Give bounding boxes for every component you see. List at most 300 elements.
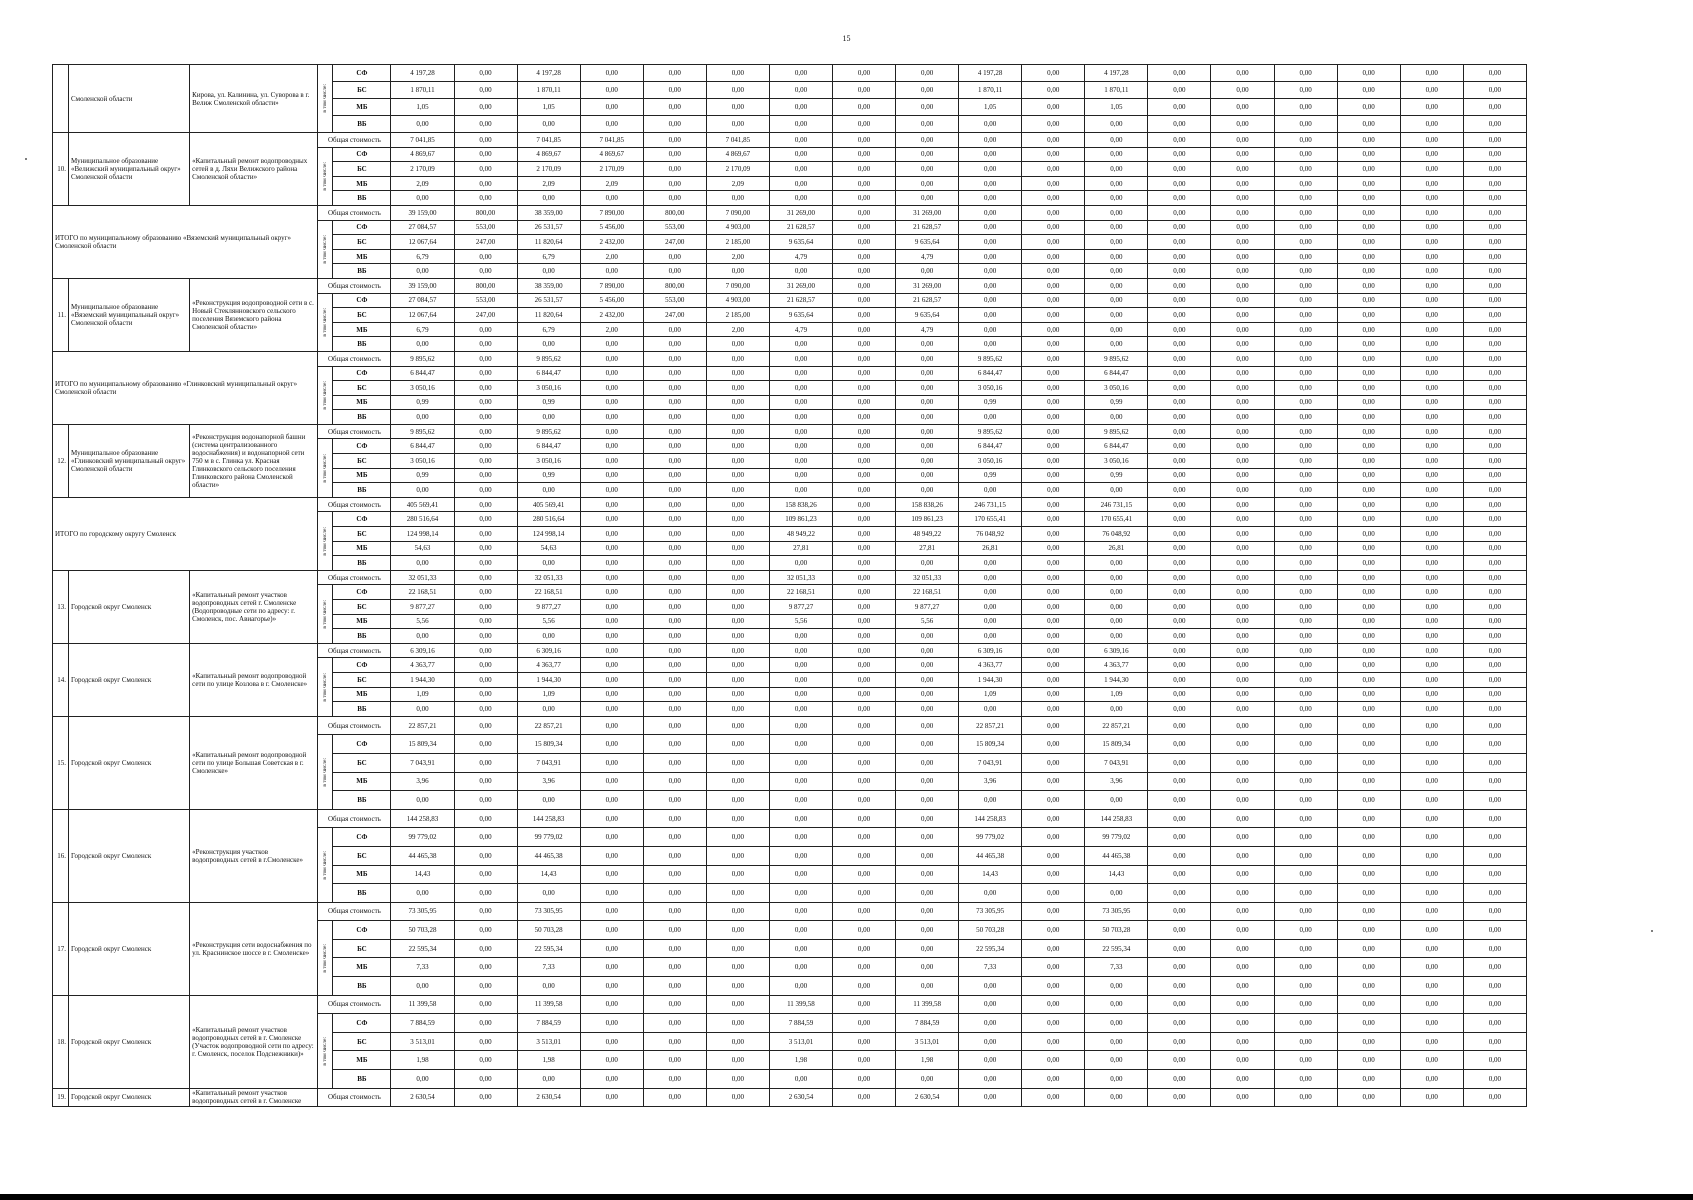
municipality-name: Городской округ Смоленск: [69, 995, 190, 1088]
amount-cell: 0,00: [832, 366, 895, 381]
amount-cell: 0,00: [1211, 702, 1274, 717]
project-name: «Реконструкция водонапорной башни (система централизованного водоснабжения) и водонапорной сети 750 м в с. Глинка ул. Красная Глинковского сельского поселения Глинковского района Смоленской области»: [190, 424, 318, 497]
amount-cell: 0,00: [1211, 1070, 1274, 1089]
including-label-cell: [318, 921, 333, 995]
amount-cell: 14,43: [959, 865, 1022, 884]
funding-source: БС: [333, 381, 391, 396]
amount-cell: 553,00: [643, 293, 706, 308]
amount-cell: 0,00: [832, 995, 895, 1014]
including-label-cell: [318, 293, 333, 351]
amount-cell: 0,00: [391, 884, 454, 903]
funding-source: ВБ: [333, 884, 391, 903]
amount-cell: 1 870,11: [1085, 82, 1148, 99]
amount-cell: 170 655,41: [959, 512, 1022, 527]
including-label-cell: [318, 828, 333, 902]
amount-cell: 0,00: [1022, 884, 1085, 903]
amount-cell: 553,00: [454, 220, 517, 235]
amount-cell: 0,00: [1400, 65, 1463, 82]
amount-cell: 0,00: [1400, 672, 1463, 687]
amount-cell: 0,00: [1400, 116, 1463, 133]
amount-cell: 800,00: [454, 278, 517, 293]
amount-cell: 0,00: [832, 191, 895, 206]
amount-cell: 0,00: [1148, 600, 1211, 615]
amount-cell: 0,00: [1463, 147, 1526, 162]
amount-cell: 6 844,47: [391, 366, 454, 381]
amount-cell: 0,00: [1148, 1070, 1211, 1089]
amount-cell: 0,00: [1022, 614, 1085, 629]
amount-cell: 0,00: [643, 512, 706, 527]
amount-cell: 0,00: [832, 735, 895, 754]
amount-cell: 0,00: [1274, 116, 1337, 133]
amount-cell: 22 595,34: [1085, 939, 1148, 958]
amount-cell: 39 159,00: [391, 205, 454, 220]
amount-cell: 0,00: [454, 395, 517, 410]
amount-cell: 0,00: [1337, 716, 1400, 735]
amount-cell: 26 531,57: [517, 220, 580, 235]
amount-cell: 2 170,09: [391, 162, 454, 177]
amount-cell: 0,00: [1337, 395, 1400, 410]
amount-cell: 0,00: [643, 672, 706, 687]
amount-cell: 0,00: [1463, 846, 1526, 865]
amount-cell: 0,00: [896, 454, 959, 469]
amount-cell: 0,00: [1148, 921, 1211, 940]
project-name: «Реконструкция сети водоснабжения по ул. Краснинское шоссе в г. Смоленске»: [190, 902, 318, 995]
amount-cell: 0,00: [1337, 82, 1400, 99]
including-label: в том числе:: [322, 599, 329, 629]
amount-cell: 0,00: [1148, 828, 1211, 847]
municipality-name: Городской округ Смоленск: [69, 716, 190, 809]
amount-cell: 0,00: [391, 629, 454, 644]
amount-cell: 9 895,62: [517, 351, 580, 366]
amount-cell: 0,00: [1400, 176, 1463, 191]
amount-cell: 0,00: [1211, 846, 1274, 865]
amount-cell: 0,00: [1337, 570, 1400, 585]
amount-cell: 0,00: [706, 1032, 769, 1051]
amount-cell: 0,00: [580, 1032, 643, 1051]
amount-cell: 0,00: [959, 235, 1022, 250]
amount-cell: 0,00: [1463, 410, 1526, 425]
amount-cell: 4 363,77: [1085, 658, 1148, 673]
amount-cell: 0,00: [769, 643, 832, 658]
amount-cell: 6 844,47: [517, 366, 580, 381]
including-label: в том числе:: [322, 1036, 329, 1066]
amount-cell: 1 870,11: [391, 82, 454, 99]
municipality-name: Муниципальное образование «Вяземский муниципальный округ» Смоленской области: [69, 278, 190, 351]
amount-cell: 0,00: [454, 264, 517, 279]
amount-cell: 0,00: [1148, 454, 1211, 469]
amount-cell: 0,00: [959, 337, 1022, 352]
funding-source: СФ: [333, 220, 391, 235]
amount-cell: 0,00: [1148, 995, 1211, 1014]
amount-cell: 0,00: [1274, 162, 1337, 177]
amount-cell: 0,00: [1211, 147, 1274, 162]
amount-cell: 0,00: [1022, 846, 1085, 865]
amount-cell: 0,00: [1022, 687, 1085, 702]
amount-cell: 2,09: [391, 176, 454, 191]
amount-cell: 0,00: [580, 1051, 643, 1070]
amount-cell: 0,00: [580, 468, 643, 483]
amount-cell: 0,00: [454, 995, 517, 1014]
amount-cell: 0,00: [1463, 791, 1526, 810]
amount-cell: 0,00: [1400, 162, 1463, 177]
amount-cell: 0,00: [1211, 753, 1274, 772]
amount-cell: 0,00: [454, 735, 517, 754]
amount-cell: 0,00: [896, 99, 959, 116]
amount-cell: 0,00: [1211, 658, 1274, 673]
row-number: 15.: [53, 716, 69, 809]
table-body: [53, 65, 1527, 1107]
amount-cell: 0,00: [896, 1070, 959, 1089]
amount-cell: 0,00: [1148, 497, 1211, 512]
amount-cell: 0,00: [832, 1014, 895, 1033]
amount-cell: 0,00: [454, 249, 517, 264]
amount-cell: 0,00: [769, 337, 832, 352]
amount-cell: 0,00: [832, 162, 895, 177]
amount-cell: 0,00: [1211, 600, 1274, 615]
amount-cell: 0,00: [1463, 1070, 1526, 1089]
amount-cell: 0,00: [1400, 687, 1463, 702]
amount-cell: 3 050,16: [391, 381, 454, 396]
amount-cell: 0,00: [1400, 82, 1463, 99]
amount-cell: 0,00: [454, 176, 517, 191]
amount-cell: 0,00: [1022, 176, 1085, 191]
amount-cell: 0,00: [391, 191, 454, 206]
amount-cell: 0,00: [643, 483, 706, 498]
amount-cell: 0,00: [1211, 977, 1274, 996]
amount-cell: 0,00: [959, 162, 1022, 177]
amount-cell: 15 809,34: [1085, 735, 1148, 754]
amount-cell: 4 869,67: [517, 147, 580, 162]
amount-cell: 0,00: [1337, 902, 1400, 921]
amount-cell: 0,00: [454, 585, 517, 600]
amount-cell: 0,00: [1400, 884, 1463, 903]
amount-cell: 0,00: [580, 527, 643, 542]
amount-cell: 0,00: [1400, 809, 1463, 828]
amount-cell: 0,00: [706, 395, 769, 410]
summary-row: [53, 351, 1527, 366]
amount-cell: 0,00: [1211, 381, 1274, 396]
amount-cell: 0,00: [1463, 614, 1526, 629]
amount-cell: 0,00: [706, 264, 769, 279]
amount-cell: 7 884,59: [769, 1014, 832, 1033]
including-label: в том числе:: [322, 84, 329, 113]
amount-cell: 1 944,30: [959, 672, 1022, 687]
scan-bottom-edge: [0, 1194, 1693, 1200]
amount-cell: 7 884,59: [391, 1014, 454, 1033]
amount-cell: 0,00: [454, 366, 517, 381]
table-row: [53, 716, 1527, 735]
amount-cell: 0,00: [580, 410, 643, 425]
amount-cell: 0,00: [1274, 570, 1337, 585]
amount-cell: 38 359,00: [517, 205, 580, 220]
amount-cell: 0,00: [959, 410, 1022, 425]
amount-cell: 0,00: [1085, 791, 1148, 810]
amount-cell: 0,00: [706, 629, 769, 644]
funding-source: БС: [333, 939, 391, 958]
amount-cell: 0,00: [1337, 1051, 1400, 1070]
funding-source: БС: [333, 1032, 391, 1051]
amount-cell: 0,00: [1400, 468, 1463, 483]
amount-cell: 0,00: [896, 337, 959, 352]
amount-cell: 0,00: [1400, 846, 1463, 865]
amount-cell: 9 877,27: [896, 600, 959, 615]
amount-cell: 0,00: [896, 395, 959, 410]
amount-cell: 0,00: [1400, 958, 1463, 977]
amount-cell: 0,00: [643, 366, 706, 381]
amount-cell: 0,00: [1148, 1032, 1211, 1051]
funding-source: МБ: [333, 614, 391, 629]
amount-cell: 0,00: [706, 366, 769, 381]
amount-cell: 0,00: [1211, 570, 1274, 585]
row-number: 16.: [53, 809, 69, 902]
amount-cell: 0,00: [643, 846, 706, 865]
amount-cell: 4 197,28: [391, 65, 454, 82]
amount-cell: 21 628,57: [896, 293, 959, 308]
municipality-name: Городской округ Смоленск: [69, 809, 190, 902]
amount-cell: 0,00: [1337, 658, 1400, 673]
total-cost-label: Общая стоимость: [318, 643, 391, 658]
amount-cell: 7 890,00: [580, 278, 643, 293]
amount-cell: 31 269,00: [769, 278, 832, 293]
amount-cell: 0,00: [1085, 483, 1148, 498]
amount-cell: 800,00: [454, 205, 517, 220]
amount-cell: 0,00: [1085, 570, 1148, 585]
amount-cell: 0,00: [1337, 1032, 1400, 1051]
amount-cell: 0,00: [580, 939, 643, 958]
amount-cell: 0,00: [454, 958, 517, 977]
amount-cell: 0,00: [959, 1014, 1022, 1033]
amount-cell: 0,00: [832, 527, 895, 542]
amount-cell: 1 944,30: [1085, 672, 1148, 687]
amount-cell: 0,00: [1337, 921, 1400, 940]
amount-cell: 0,00: [643, 884, 706, 903]
amount-cell: 0,00: [1337, 468, 1400, 483]
amount-cell: 0,00: [1274, 410, 1337, 425]
amount-cell: 0,00: [1148, 687, 1211, 702]
amount-cell: 0,00: [1400, 977, 1463, 996]
amount-cell: 9 635,64: [769, 308, 832, 323]
amount-cell: 22 857,21: [391, 716, 454, 735]
table-row: [53, 995, 1527, 1014]
amount-cell: 0,00: [1085, 162, 1148, 177]
funding-source: МБ: [333, 958, 391, 977]
amount-cell: 31 269,00: [896, 278, 959, 293]
amount-cell: 0,00: [769, 791, 832, 810]
amount-cell: 0,00: [1337, 541, 1400, 556]
amount-cell: 0,00: [896, 483, 959, 498]
including-label: в том числе:: [322, 850, 329, 880]
amount-cell: 0,00: [643, 753, 706, 772]
amount-cell: 4 363,77: [517, 658, 580, 673]
amount-cell: 0,00: [1463, 828, 1526, 847]
amount-cell: 0,00: [454, 1032, 517, 1051]
amount-cell: 2 630,54: [517, 1088, 580, 1107]
amount-cell: 0,00: [1400, 828, 1463, 847]
amount-cell: 7 041,85: [391, 133, 454, 148]
amount-cell: 27 084,57: [391, 293, 454, 308]
table-row: [53, 902, 1527, 921]
amount-cell: 0,00: [769, 147, 832, 162]
funding-source: МБ: [333, 865, 391, 884]
amount-cell: 0,00: [1211, 1088, 1274, 1107]
amount-cell: 0,00: [1211, 995, 1274, 1014]
amount-cell: 0,00: [1211, 116, 1274, 133]
amount-cell: 0,00: [1463, 902, 1526, 921]
amount-cell: 0,00: [1022, 921, 1085, 940]
amount-cell: 0,00: [1400, 658, 1463, 673]
amount-cell: 0,00: [1274, 512, 1337, 527]
amount-cell: 405 569,41: [391, 497, 454, 512]
amount-cell: 0,00: [706, 1088, 769, 1107]
scan-speck: [1651, 930, 1653, 932]
amount-cell: 3 513,01: [391, 1032, 454, 1051]
amount-cell: 0,00: [1211, 585, 1274, 600]
amount-cell: 0,00: [1337, 753, 1400, 772]
amount-cell: 0,00: [643, 643, 706, 658]
funding-source: БС: [333, 454, 391, 469]
amount-cell: 0,00: [454, 1070, 517, 1089]
amount-cell: 0,00: [706, 351, 769, 366]
amount-cell: 0,00: [580, 337, 643, 352]
amount-cell: 3 050,16: [959, 381, 1022, 396]
amount-cell: 0,00: [1463, 772, 1526, 791]
amount-cell: 7 041,85: [706, 133, 769, 148]
amount-cell: 0,00: [1274, 527, 1337, 542]
amount-cell: 0,00: [706, 1070, 769, 1089]
amount-cell: 0,00: [896, 147, 959, 162]
amount-cell: 0,00: [1463, 658, 1526, 673]
total-cost-label: Общая стоимость: [318, 1088, 391, 1107]
amount-cell: 0,00: [643, 977, 706, 996]
amount-cell: 0,00: [896, 424, 959, 439]
amount-cell: 0,00: [896, 468, 959, 483]
amount-cell: 0,00: [769, 116, 832, 133]
amount-cell: 0,00: [391, 556, 454, 571]
amount-cell: 0,00: [1148, 264, 1211, 279]
amount-cell: 0,00: [1148, 846, 1211, 865]
amount-cell: 0,00: [454, 191, 517, 206]
amount-cell: 0,00: [832, 264, 895, 279]
funding-source: СФ: [333, 1014, 391, 1033]
amount-cell: 0,00: [1463, 865, 1526, 884]
amount-cell: 0,00: [454, 702, 517, 717]
including-label-cell: [318, 439, 333, 497]
amount-cell: 0,00: [580, 643, 643, 658]
amount-cell: 2,09: [580, 176, 643, 191]
amount-cell: 0,00: [706, 687, 769, 702]
amount-cell: 0,00: [1022, 366, 1085, 381]
amount-cell: 0,00: [454, 629, 517, 644]
amount-cell: 0,00: [1211, 65, 1274, 82]
amount-cell: 0,00: [832, 884, 895, 903]
amount-cell: 0,00: [1274, 865, 1337, 884]
amount-cell: 3 513,01: [769, 1032, 832, 1051]
amount-cell: 0,00: [1022, 483, 1085, 498]
amount-cell: 0,99: [1085, 395, 1148, 410]
amount-cell: 0,00: [454, 483, 517, 498]
amount-cell: 800,00: [643, 278, 706, 293]
amount-cell: 0,00: [1400, 585, 1463, 600]
amount-cell: 2,00: [580, 322, 643, 337]
amount-cell: 0,00: [1211, 82, 1274, 99]
amount-cell: 0,00: [1211, 424, 1274, 439]
amount-cell: 0,00: [1463, 176, 1526, 191]
amount-cell: 0,00: [1274, 65, 1337, 82]
amount-cell: 9 895,62: [959, 424, 1022, 439]
amount-cell: 0,00: [1211, 191, 1274, 206]
amount-cell: 0,00: [1463, 82, 1526, 99]
amount-cell: 0,00: [706, 82, 769, 99]
amount-cell: 0,00: [643, 658, 706, 673]
amount-cell: 0,00: [580, 264, 643, 279]
amount-cell: 0,00: [1274, 1032, 1337, 1051]
amount-cell: 0,99: [517, 468, 580, 483]
amount-cell: 0,00: [1148, 753, 1211, 772]
amount-cell: 4,79: [896, 322, 959, 337]
amount-cell: 0,00: [1463, 162, 1526, 177]
amount-cell: 0,00: [1274, 395, 1337, 410]
amount-cell: 0,00: [1463, 629, 1526, 644]
amount-cell: 0,00: [580, 977, 643, 996]
summary-title: ИТОГО по муниципальному образованию «Вяземский муниципальный округ» Смоленской области: [53, 205, 318, 278]
municipality-name: Городской округ Смоленск: [69, 643, 190, 716]
amount-cell: 0,00: [1400, 264, 1463, 279]
amount-cell: 0,00: [454, 410, 517, 425]
amount-cell: 0,00: [1463, 381, 1526, 396]
amount-cell: 0,00: [1148, 410, 1211, 425]
amount-cell: 0,00: [643, 249, 706, 264]
amount-cell: 0,00: [1463, 278, 1526, 293]
amount-cell: 247,00: [643, 308, 706, 323]
amount-cell: 0,00: [1085, 629, 1148, 644]
amount-cell: 0,00: [1274, 643, 1337, 658]
amount-cell: 0,00: [706, 672, 769, 687]
amount-cell: 0,00: [454, 939, 517, 958]
amount-cell: 0,00: [1022, 828, 1085, 847]
amount-cell: 73 305,95: [1085, 902, 1148, 921]
amount-cell: 0,00: [1148, 791, 1211, 810]
amount-cell: 0,00: [1274, 235, 1337, 250]
amount-cell: 0,00: [1211, 454, 1274, 469]
amount-cell: 0,00: [1400, 454, 1463, 469]
amount-cell: 0,00: [643, 133, 706, 148]
amount-cell: 0,00: [1400, 483, 1463, 498]
amount-cell: 0,00: [1211, 614, 1274, 629]
amount-cell: 0,00: [454, 147, 517, 162]
amount-cell: 0,00: [454, 133, 517, 148]
funding-source: МБ: [333, 322, 391, 337]
amount-cell: 0,00: [1148, 939, 1211, 958]
project-name: «Капитальный ремонт водопроводной сети по улице Большая Советская в г. Смоленске»: [190, 716, 318, 809]
amount-cell: 0,00: [454, 527, 517, 542]
amount-cell: 0,00: [769, 672, 832, 687]
amount-cell: 0,00: [643, 337, 706, 352]
amount-cell: 0,00: [1274, 687, 1337, 702]
amount-cell: 0,00: [1463, 585, 1526, 600]
amount-cell: 0,00: [1463, 958, 1526, 977]
funding-source: БС: [333, 753, 391, 772]
amount-cell: 0,00: [959, 191, 1022, 206]
project-name: «Реконструкция участков водопроводных сетей в г.Смоленске»: [190, 809, 318, 902]
amount-cell: 0,00: [832, 278, 895, 293]
amount-cell: 0,00: [454, 322, 517, 337]
amount-cell: 1 870,11: [959, 82, 1022, 99]
amount-cell: 0,00: [769, 939, 832, 958]
funding-source: СФ: [333, 512, 391, 527]
amount-cell: 7,33: [959, 958, 1022, 977]
amount-cell: 0,00: [959, 614, 1022, 629]
amount-cell: 0,00: [1148, 308, 1211, 323]
